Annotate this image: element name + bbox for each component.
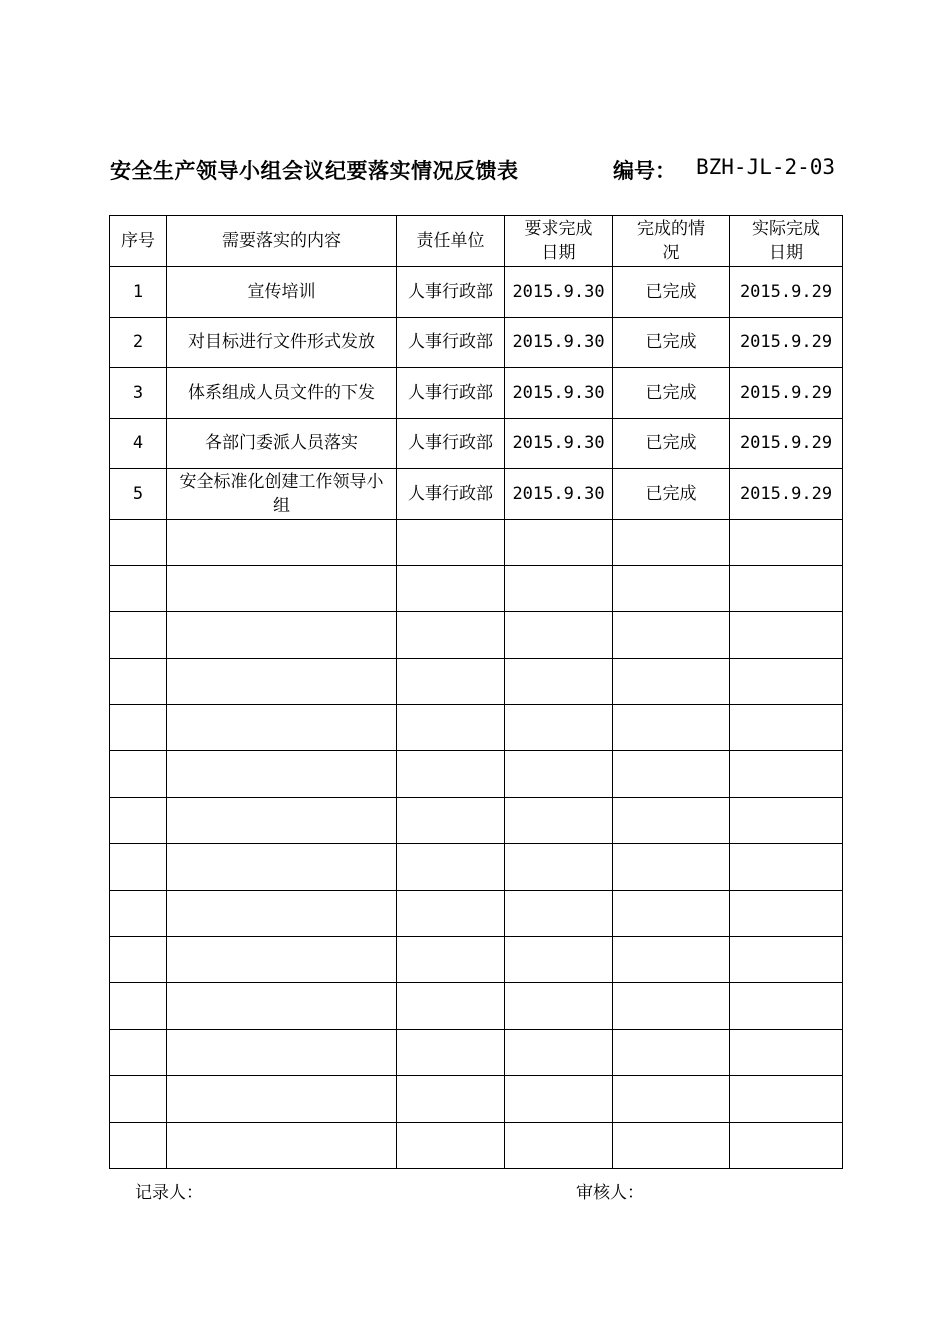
- empty-cell: [167, 751, 397, 797]
- empty-cell: [613, 1076, 730, 1122]
- empty-cell: [167, 519, 397, 565]
- empty-table-row: [110, 1029, 843, 1075]
- cell-seq: 1: [110, 267, 167, 318]
- empty-cell: [110, 658, 167, 704]
- cell-content: 体系组成人员文件的下发: [167, 368, 397, 419]
- table-row: [110, 469, 843, 520]
- header-unit: 责任单位: [397, 216, 505, 267]
- cell-seq: 2: [110, 317, 167, 368]
- cell-status: 已完成: [613, 317, 730, 368]
- empty-cell: [613, 612, 730, 658]
- cell-required-date: 2015.9.30: [505, 418, 613, 469]
- empty-cell: [110, 844, 167, 890]
- empty-cell: [110, 797, 167, 843]
- empty-cell: [505, 844, 613, 890]
- empty-table-row: [110, 658, 843, 704]
- empty-cell: [110, 751, 167, 797]
- empty-cell: [167, 1029, 397, 1075]
- empty-cell: [613, 658, 730, 704]
- empty-table-row: [110, 705, 843, 751]
- empty-cell: [505, 751, 613, 797]
- empty-cell: [167, 937, 397, 983]
- empty-cell: [110, 705, 167, 751]
- empty-cell: [397, 658, 505, 704]
- feedback-table: [109, 215, 843, 1169]
- cell-status: 已完成: [613, 267, 730, 318]
- empty-cell: [397, 937, 505, 983]
- empty-cell: [613, 890, 730, 936]
- cell-actual-date: 2015.9.29: [730, 368, 843, 419]
- empty-cell: [505, 1029, 613, 1075]
- cell-required-date: 2015.9.30: [505, 317, 613, 368]
- empty-cell: [167, 1076, 397, 1122]
- blank-rows: [110, 519, 843, 1168]
- empty-cell: [397, 565, 505, 611]
- cell-status: 已完成: [613, 368, 730, 419]
- empty-cell: [110, 519, 167, 565]
- header-required-date: 要求完成日期: [505, 216, 613, 267]
- empty-cell: [730, 1029, 843, 1075]
- empty-cell: [110, 1076, 167, 1122]
- empty-cell: [397, 1122, 505, 1168]
- code-label: 编号：: [613, 159, 676, 183]
- table-row: [110, 368, 843, 419]
- empty-cell: [613, 751, 730, 797]
- document-title: 安全生产领导小组会议纪要落实情况反馈表: [110, 159, 519, 183]
- empty-cell: [613, 797, 730, 843]
- cell-required-date: 2015.9.30: [505, 368, 613, 419]
- empty-cell: [730, 612, 843, 658]
- empty-cell: [730, 983, 843, 1029]
- empty-cell: [110, 983, 167, 1029]
- cell-unit: 人事行政部: [397, 368, 505, 419]
- empty-table-row: [110, 519, 843, 565]
- empty-cell: [167, 565, 397, 611]
- empty-cell: [613, 844, 730, 890]
- cell-actual-date: 2015.9.29: [730, 469, 843, 520]
- empty-cell: [110, 890, 167, 936]
- cell-status: 已完成: [613, 469, 730, 520]
- empty-cell: [167, 890, 397, 936]
- empty-cell: [397, 844, 505, 890]
- empty-cell: [167, 658, 397, 704]
- empty-cell: [397, 890, 505, 936]
- empty-cell: [730, 1122, 843, 1168]
- empty-cell: [397, 1076, 505, 1122]
- empty-cell: [397, 751, 505, 797]
- empty-cell: [505, 937, 613, 983]
- header-content: 需要落实的内容: [167, 216, 397, 267]
- empty-cell: [730, 797, 843, 843]
- cell-actual-date: 2015.9.29: [730, 418, 843, 469]
- empty-cell: [730, 844, 843, 890]
- table-row: [110, 418, 843, 469]
- empty-cell: [613, 983, 730, 1029]
- empty-cell: [397, 705, 505, 751]
- empty-cell: [397, 797, 505, 843]
- empty-cell: [505, 565, 613, 611]
- empty-table-row: [110, 1122, 843, 1168]
- empty-cell: [110, 565, 167, 611]
- cell-unit: 人事行政部: [397, 317, 505, 368]
- empty-table-row: [110, 844, 843, 890]
- empty-table-row: [110, 890, 843, 936]
- cell-required-date: 2015.9.30: [505, 267, 613, 318]
- cell-unit: 人事行政部: [397, 267, 505, 318]
- empty-cell: [505, 1122, 613, 1168]
- empty-cell: [730, 937, 843, 983]
- header-actual-date: 实际完成日期: [730, 216, 843, 267]
- empty-cell: [730, 751, 843, 797]
- reviewer-label: 审核人：: [576, 1183, 644, 1203]
- empty-cell: [397, 1029, 505, 1075]
- empty-cell: [110, 1029, 167, 1075]
- table-header-row: [110, 216, 843, 267]
- empty-table-row: [110, 751, 843, 797]
- empty-cell: [505, 519, 613, 565]
- empty-cell: [613, 519, 730, 565]
- cell-content: 安全标准化创建工作领导小组: [167, 469, 397, 520]
- empty-cell: [505, 1076, 613, 1122]
- empty-cell: [730, 890, 843, 936]
- empty-cell: [110, 1122, 167, 1168]
- empty-cell: [110, 937, 167, 983]
- empty-cell: [505, 612, 613, 658]
- empty-cell: [505, 890, 613, 936]
- empty-cell: [613, 705, 730, 751]
- table-row: [110, 317, 843, 368]
- empty-cell: [730, 565, 843, 611]
- empty-cell: [110, 612, 167, 658]
- cell-actual-date: 2015.9.29: [730, 317, 843, 368]
- cell-content: 宣传培训: [167, 267, 397, 318]
- empty-cell: [730, 519, 843, 565]
- cell-content: 各部门委派人员落实: [167, 418, 397, 469]
- empty-table-row: [110, 983, 843, 1029]
- empty-cell: [613, 565, 730, 611]
- empty-cell: [167, 797, 397, 843]
- empty-cell: [505, 797, 613, 843]
- header-status: 完成的情况: [613, 216, 730, 267]
- cell-seq: 5: [110, 469, 167, 520]
- cell-unit: 人事行政部: [397, 418, 505, 469]
- header-seq: 序号: [110, 216, 167, 267]
- cell-seq: 4: [110, 418, 167, 469]
- empty-cell: [505, 983, 613, 1029]
- empty-cell: [730, 658, 843, 704]
- cell-unit: 人事行政部: [397, 469, 505, 520]
- document-header: [110, 155, 836, 191]
- empty-table-row: [110, 565, 843, 611]
- code-value: BZH-JL-2-03: [696, 155, 836, 179]
- empty-cell: [613, 1029, 730, 1075]
- empty-cell: [613, 1122, 730, 1168]
- empty-table-row: [110, 1076, 843, 1122]
- recorder-label: 记录人：: [135, 1183, 203, 1203]
- cell-required-date: 2015.9.30: [505, 469, 613, 520]
- cell-status: 已完成: [613, 418, 730, 469]
- empty-cell: [505, 705, 613, 751]
- empty-cell: [167, 1122, 397, 1168]
- cell-content: 对目标进行文件形式发放: [167, 317, 397, 368]
- empty-table-row: [110, 937, 843, 983]
- empty-cell: [730, 705, 843, 751]
- empty-cell: [397, 519, 505, 565]
- empty-cell: [397, 612, 505, 658]
- empty-cell: [730, 1076, 843, 1122]
- empty-cell: [397, 983, 505, 1029]
- empty-cell: [167, 983, 397, 1029]
- cell-actual-date: 2015.9.29: [730, 267, 843, 318]
- empty-cell: [613, 937, 730, 983]
- empty-cell: [505, 658, 613, 704]
- table-row: [110, 267, 843, 318]
- empty-cell: [167, 612, 397, 658]
- empty-cell: [167, 705, 397, 751]
- empty-table-row: [110, 797, 843, 843]
- cell-seq: 3: [110, 368, 167, 419]
- empty-table-row: [110, 612, 843, 658]
- empty-cell: [167, 844, 397, 890]
